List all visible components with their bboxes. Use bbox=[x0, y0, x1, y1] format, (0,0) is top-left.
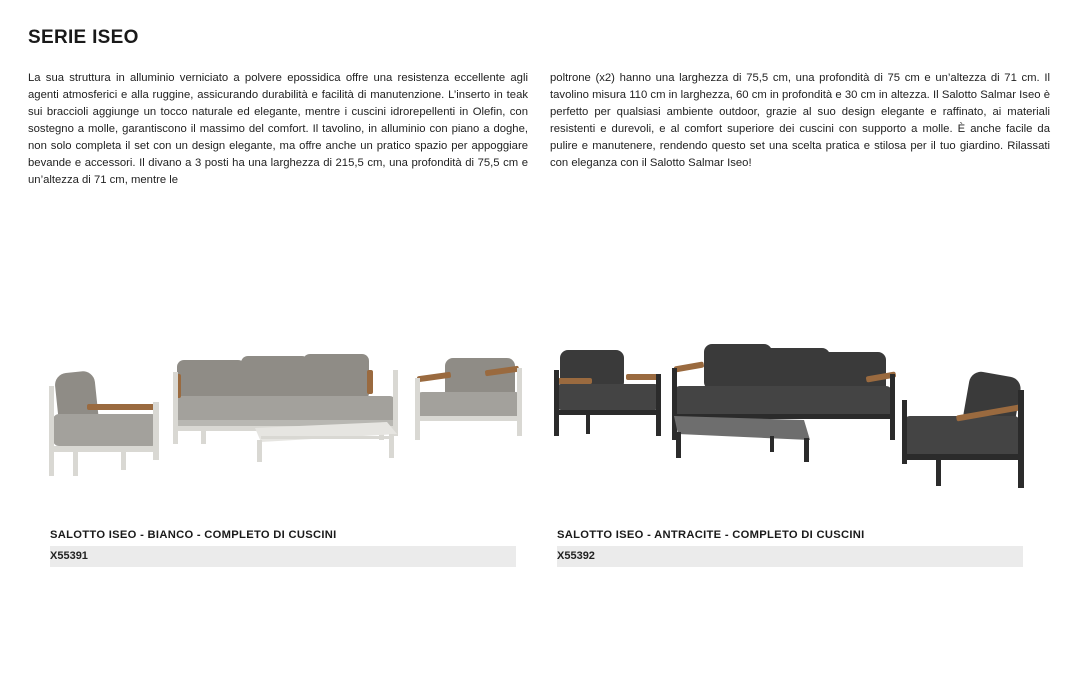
armchair-left-image bbox=[49, 370, 159, 476]
armchair-right-image bbox=[415, 358, 522, 440]
product-name-antracite: SALOTTO ISEO - ANTRACITE - COMPLETO DI CUSCINI bbox=[557, 529, 865, 541]
page-title: SERIE ISEO bbox=[28, 27, 139, 48]
product-code-bianco: X55391 bbox=[50, 546, 516, 567]
product-code-antracite: X55392 bbox=[557, 546, 1023, 567]
coffee-table-image bbox=[255, 422, 397, 462]
description-right-column: poltrone (x2) hanno una larghezza di 75,5 cm, una profondità di 75 cm e un’altezza di 71 cm. Il tavolino misura 110 cm in larghezza, 60 cm in profondità e 30 cm in altezza. Il Salotto Salmar Iseo è perfetto per qualsiasi ambiente outdoor, grazie al suo design elegante e raffinato, ai materiali resistenti e durevoli, e al comfort superiore dei cuscini con supporto a molle. È anche facile da pulire e manutenere, rendendo questo set una scelta pratica e stilosa per il tuo giardino. Rilassati con eleganza con il Salotto Salmar Iseo! bbox=[550, 72, 1050, 170]
product-image-antracite bbox=[548, 330, 1048, 505]
description-left-column: La sua struttura in alluminio verniciato a polvere epossidica offre una resistenza eccellente agli agenti atmosferici e alla ruggine, assicurando durabilità e facilità di manutenzione. L’inserto in teak sui braccioli aggiunge un tocco naturale ed elegante, mentre i cuscini idrorepellenti in Olefin, con sostegno a molle, garantiscono il massimo del comfort. Il tavolino, in alluminio con piano a doghe, non solo completa il set con un design elegante, ma offre anche un pratico spazio per appoggiare bevande e accessori. Il divano a 3 posti ha una larghezza di 215,5 cm, una profondità di 75,5 cm e un’altezza di 71 cm, mentre le bbox=[28, 72, 528, 187]
product-image-bianco bbox=[35, 330, 535, 505]
armchair-right-image bbox=[902, 370, 1024, 488]
product-name-bianco: SALOTTO ISEO - BIANCO - COMPLETO DI CUSCINI bbox=[50, 529, 337, 541]
armchair-left-image bbox=[554, 350, 661, 436]
coffee-table-image bbox=[674, 416, 810, 462]
